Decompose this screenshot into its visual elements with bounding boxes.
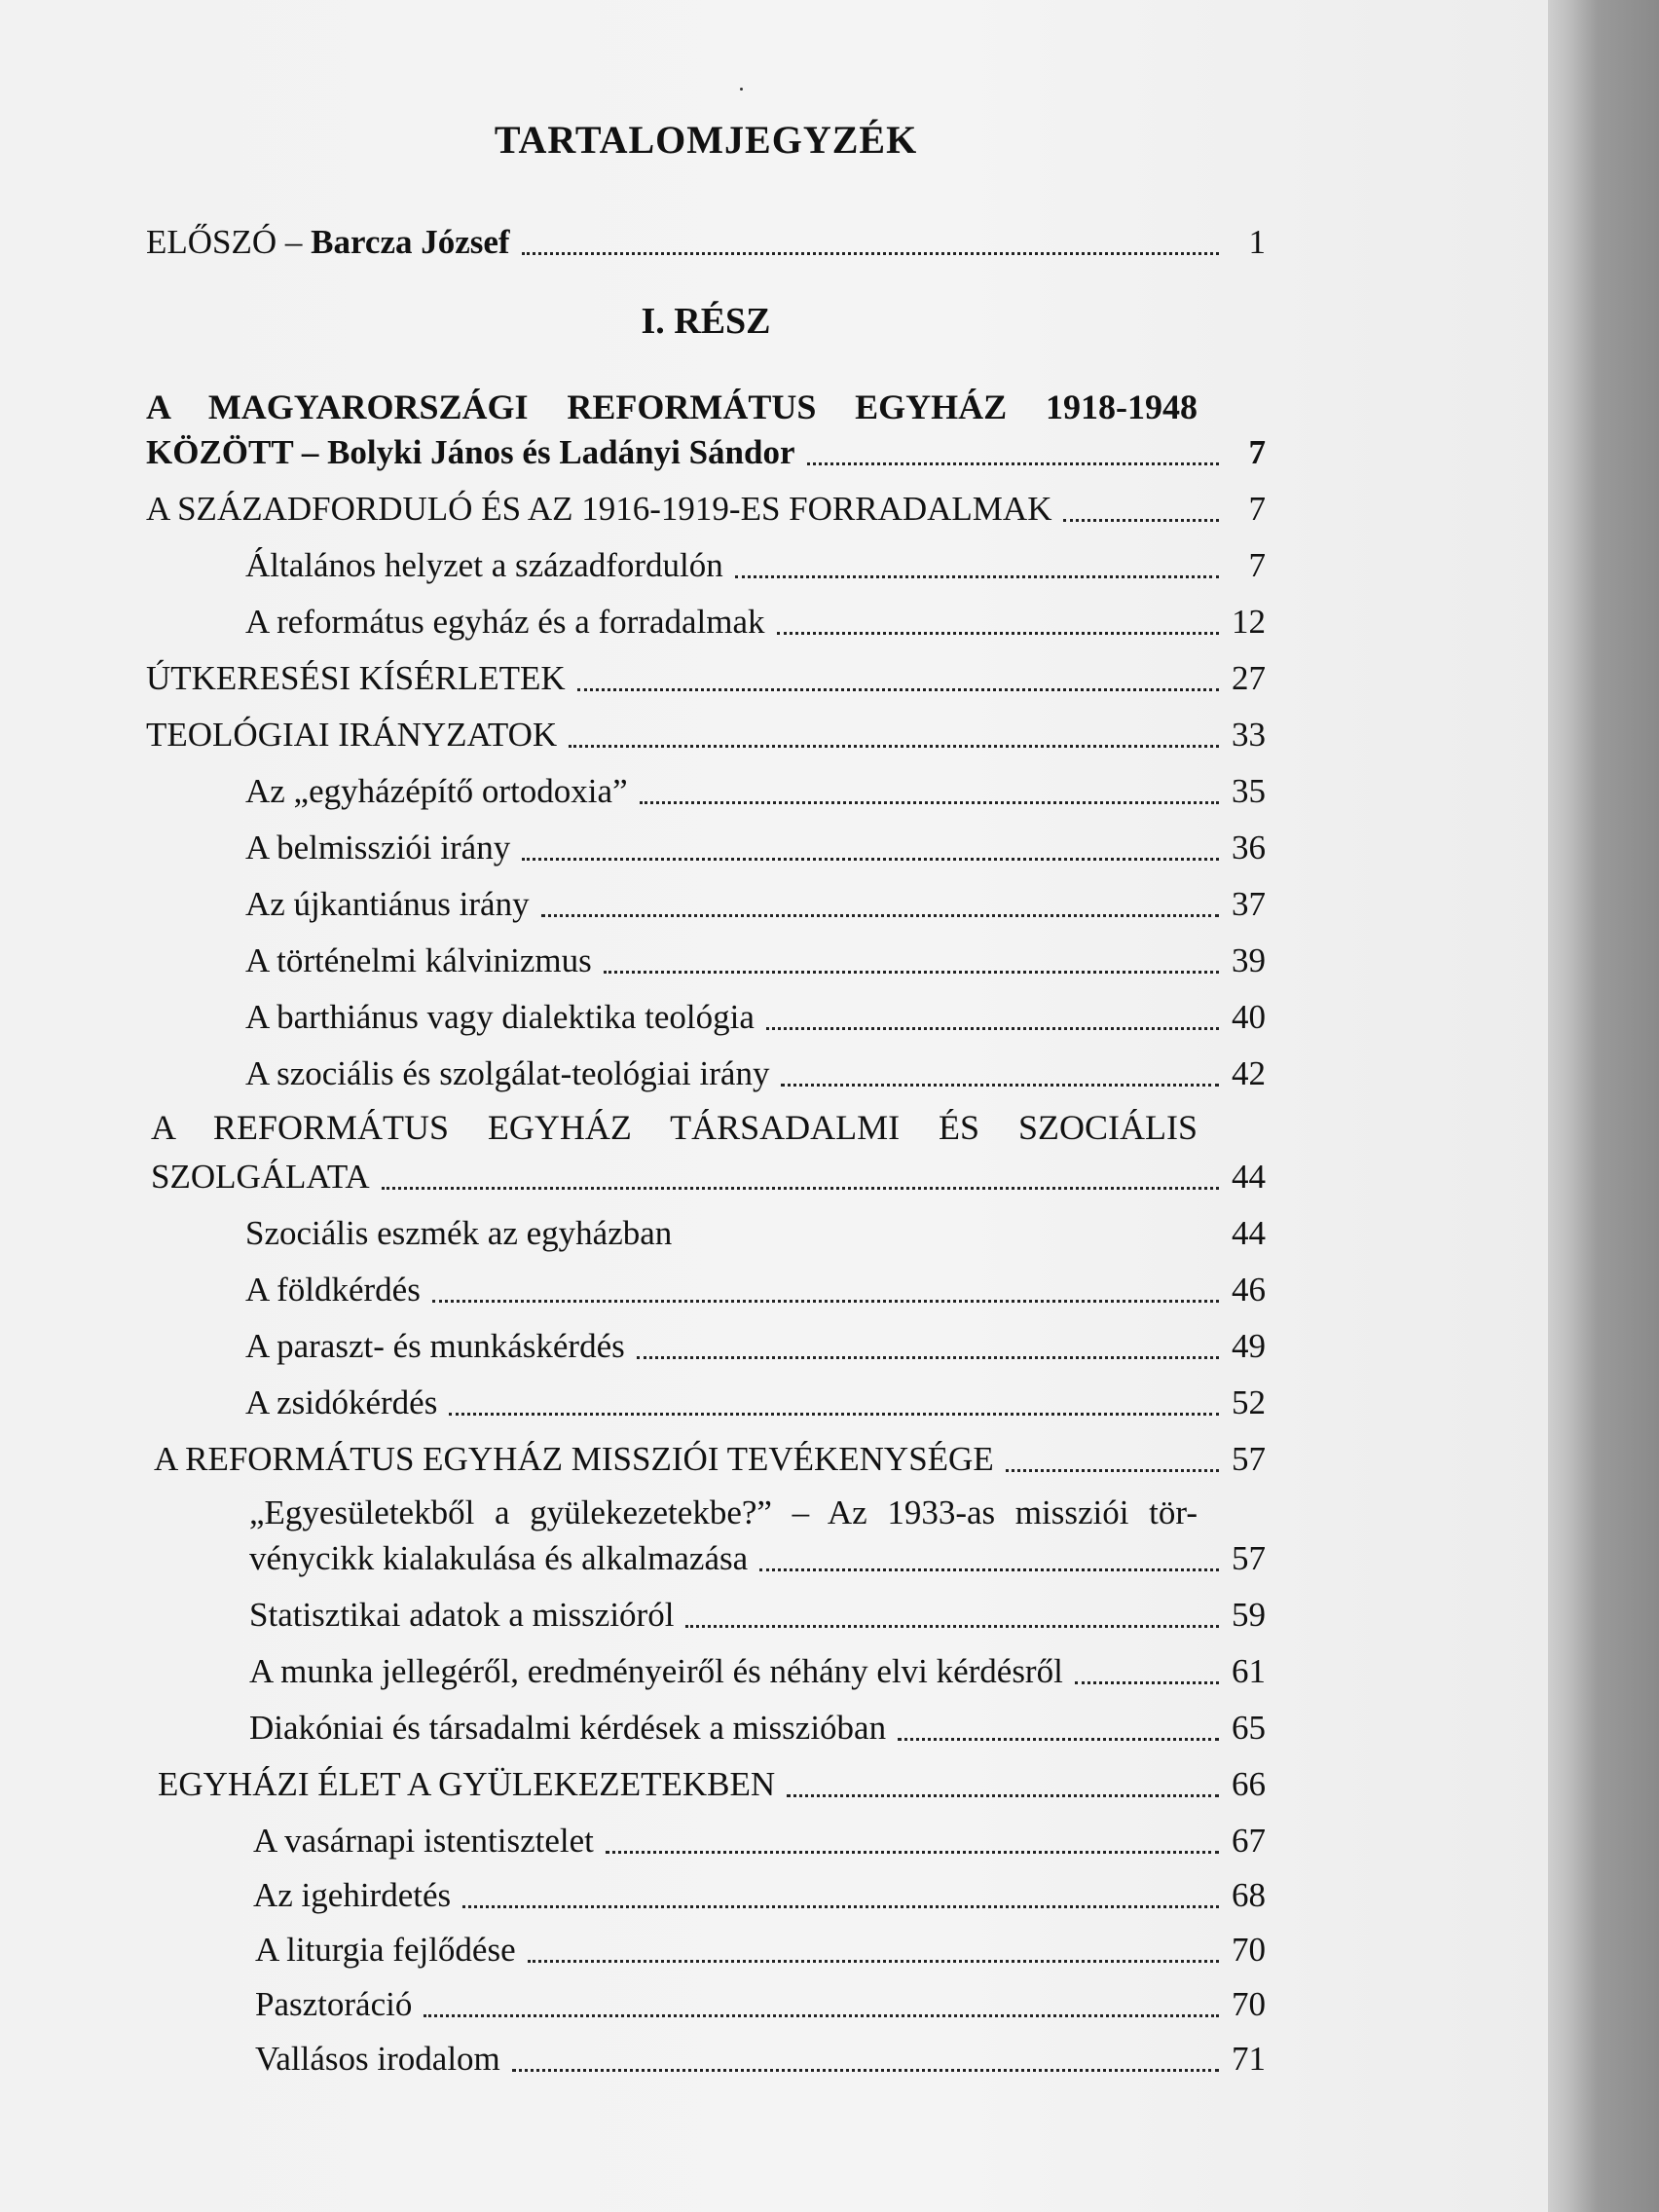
page-number: 49 (1232, 1327, 1266, 1365)
toc-entry[interactable] (253, 1815, 1266, 1863)
page-number: 44 (1232, 1214, 1266, 1252)
main-heading-line2: KÖZÖTT – Bolyki János és Ladányi Sándor (146, 433, 795, 471)
toc-entry[interactable] (249, 1702, 1266, 1751)
page-number: 27 (1232, 659, 1266, 697)
entry-title: Az „egyházépítő ortodoxia” (245, 772, 628, 810)
dot-leader (898, 1738, 1219, 1741)
entry-title: A REFORMÁTUS EGYHÁZ MISSZIÓI TEVÉKENYSÉGE (154, 1440, 994, 1478)
page-number: 59 (1232, 1596, 1266, 1634)
page-number: 67 (1232, 1822, 1266, 1860)
entry-title: A földkérdés (245, 1271, 421, 1309)
dot-leader (382, 1187, 1219, 1190)
page-number: 7 (1248, 433, 1266, 471)
toc-entry[interactable] (245, 1377, 1266, 1425)
toc-entry[interactable] (245, 878, 1266, 927)
dot-leader (787, 1794, 1219, 1797)
social-heading-line1: A REFORMÁTUS EGYHÁZ TÁRSADALMI ÉS SZOCIÁLIS (151, 1108, 1198, 1147)
entry-title: TEOLÓGIAI IRÁNYZATOK (146, 716, 558, 754)
toc-entry[interactable] (249, 1589, 1266, 1638)
page-number: 37 (1232, 885, 1266, 923)
dot-leader (781, 1084, 1219, 1087)
entry-title: vénycikk kialakulása és alkalmazása (249, 1539, 749, 1577)
page-number: 36 (1232, 829, 1266, 866)
page-number: 1 (1248, 223, 1266, 261)
dot-leader (569, 745, 1219, 748)
page-number: 46 (1232, 1271, 1266, 1309)
dot-leader (522, 252, 1219, 255)
dot-leader (766, 1027, 1219, 1030)
page-number: 61 (1232, 1652, 1266, 1690)
dot-leader (577, 688, 1219, 691)
toc-entry[interactable] (245, 822, 1266, 870)
page-number: 70 (1232, 1985, 1266, 2023)
entry-title: Vallásos irodalom (255, 2040, 500, 2078)
part-heading: I. RÉSZ (641, 301, 771, 342)
dot-leader (432, 1300, 1219, 1303)
book-edge (1548, 0, 1659, 2212)
dot-leader (528, 1960, 1219, 1963)
entry-title: A liturgia fejlődése (255, 1931, 516, 1969)
dot-leader (512, 2069, 1219, 2072)
print-mark (740, 88, 743, 91)
dot-leader (522, 858, 1219, 861)
toc-entry[interactable] (245, 1207, 1266, 1256)
dot-leader (604, 971, 1219, 974)
dot-leader (685, 1625, 1219, 1628)
entry-title: Szociális eszmék az egyházban (245, 1214, 673, 1252)
page-number: 68 (1232, 1876, 1266, 1914)
entry-title: A vasárnapi istentisztelet (253, 1822, 594, 1860)
page-number: 57 (1232, 1539, 1266, 1577)
entry-title: SZOLGÁLATA (151, 1158, 370, 1196)
dot-leader (424, 2014, 1219, 2017)
entry-title: A SZÁZADFORDULÓ ÉS AZ 1916-1919-ES FORRADALMAK (146, 490, 1052, 528)
entry-title: EGYHÁZI ÉLET A GYÜLEKEZETEKBEN (158, 1765, 776, 1803)
dot-leader (1075, 1681, 1219, 1684)
page-number: 44 (1232, 1158, 1266, 1196)
toc-entry-mission[interactable] (249, 1532, 1266, 1581)
toc-entry-social-heading[interactable] (151, 1151, 1266, 1199)
dot-leader (449, 1413, 1219, 1416)
page-number: 42 (1232, 1054, 1266, 1092)
toc-entry[interactable] (245, 539, 1266, 588)
entry-title: Az újkantiánus irány (245, 885, 530, 923)
entry-title: Az igehirdetés (253, 1876, 452, 1914)
toc-entry[interactable] (249, 1645, 1266, 1694)
entry-title: A belmissziói irány (245, 829, 511, 866)
main-heading-line1: A MAGYARORSZÁGI REFORMÁTUS EGYHÁZ 1918-1948 (146, 387, 1198, 426)
toc-entry[interactable] (253, 1869, 1266, 1918)
dot-leader (606, 1851, 1219, 1854)
entry-title: A református egyház és a forradalmak (245, 603, 765, 641)
page-number: 65 (1232, 1709, 1266, 1747)
toc-entry[interactable] (154, 1433, 1266, 1482)
page-number: 71 (1232, 2040, 1266, 2078)
entry-title: Statisztikai adatok a misszióról (249, 1596, 675, 1634)
page-number: 39 (1232, 941, 1266, 979)
dot-leader (807, 462, 1219, 465)
toc-entry-main-heading[interactable] (146, 426, 1266, 475)
page-number: 12 (1232, 603, 1266, 641)
toc-entry[interactable] (245, 1264, 1266, 1312)
entry-title: Általános helyzet a századfordulón (245, 546, 723, 584)
entry-title: Diakóniai és társadalmi kérdések a misszióban (249, 1709, 887, 1747)
page-number: 40 (1232, 998, 1266, 1036)
page-number: 57 (1232, 1440, 1266, 1478)
toc-entry[interactable] (245, 765, 1266, 814)
entry-title: A paraszt- és munkáskérdés (245, 1327, 625, 1365)
mission-entry-line1: „Egyesületekből a gyülekezetekbe?” – Az 1933-as missziói tör- (249, 1493, 1198, 1531)
dot-leader (1063, 519, 1219, 522)
entry-title: ÚTKERESÉSI KÍSÉRLETEK (146, 659, 566, 697)
page-number: 66 (1232, 1765, 1266, 1803)
dot-leader (541, 914, 1219, 917)
dot-leader (462, 1905, 1219, 1908)
page-number: 7 (1248, 490, 1266, 528)
toc-entry[interactable] (146, 483, 1266, 532)
toc-entry[interactable] (245, 1048, 1266, 1096)
page-number: 7 (1248, 546, 1266, 584)
dot-leader (777, 632, 1219, 635)
entry-title: A történelmi kálvinizmus (245, 941, 592, 979)
page-number: 35 (1232, 772, 1266, 810)
preface-author: Barcza József (311, 223, 510, 261)
toc-entry[interactable] (255, 2033, 1266, 2082)
entry-title: A szociális és szolgálat-teológiai irány (245, 1054, 770, 1092)
entry-title: A zsidókérdés (245, 1383, 438, 1421)
toc-entry[interactable] (245, 991, 1266, 1040)
preface-label: ELŐSZÓ – (146, 223, 312, 261)
toc-entry[interactable] (245, 1320, 1266, 1369)
entry-title: A barthiánus vagy dialektika teológia (245, 998, 755, 1036)
toc-entry[interactable] (146, 652, 1266, 701)
page-number: 52 (1232, 1383, 1266, 1421)
entry-title: A munka jellegéről, eredményeiről és néhány elvi kérdésről (249, 1652, 1063, 1690)
dot-leader (683, 1243, 1219, 1246)
dot-leader (735, 575, 1219, 578)
page-title: TARTALOMJEGYZÉK (494, 118, 918, 162)
dot-leader (1006, 1469, 1219, 1472)
dot-leader (637, 1356, 1219, 1359)
toc-entry[interactable] (158, 1758, 1266, 1807)
page-number: 70 (1232, 1931, 1266, 1969)
toc-entry[interactable] (146, 709, 1266, 757)
dot-leader (640, 801, 1219, 804)
toc-entry[interactable] (245, 935, 1266, 983)
toc-entry[interactable] (245, 596, 1266, 645)
toc-entry[interactable] (255, 1924, 1266, 1972)
toc-entry-preface[interactable] (146, 216, 1266, 265)
toc-entry[interactable] (255, 1978, 1266, 2027)
dot-leader (759, 1568, 1219, 1571)
entry-title: Pasztoráció (255, 1985, 413, 2023)
page-number: 33 (1232, 716, 1266, 754)
